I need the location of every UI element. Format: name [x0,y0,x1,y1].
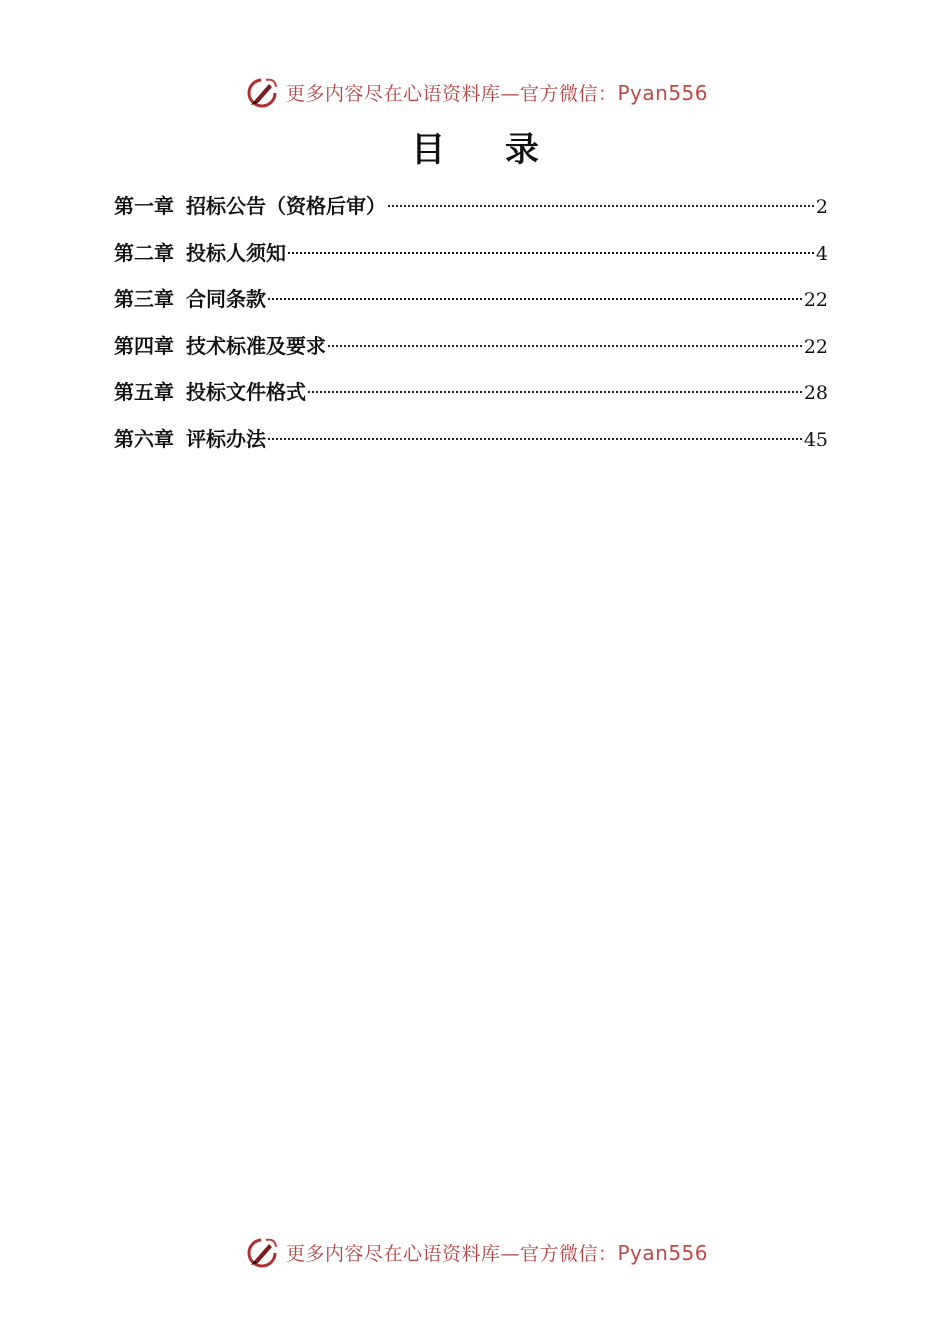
toc-page-number: 22 [803,335,828,358]
toc-leader-dots [268,438,802,440]
toc-title: 合同条款 [186,287,266,312]
toc-leader-dots [388,205,814,207]
toc-chapter-label: 第一章 [114,194,174,218]
footer-watermark [0,1230,950,1274]
toc-leader-dots [288,252,814,254]
toc-title: 投标文件格式 [186,380,306,405]
table-of-contents [114,190,828,470]
toc-chapter-label: 第三章 [114,287,174,312]
toc-page-number: 28 [803,382,828,405]
toc-title: 投标人须知 [186,240,286,265]
toc-leader-dots [268,298,802,300]
toc-title: 技术标准及要求 [186,333,326,358]
toc-leader-dots [328,345,802,347]
pen-nib-logo-icon [242,1232,282,1272]
toc-chapter-label: 第四章 [114,333,174,358]
toc-page-number: 4 [815,242,828,265]
toc-entry-2[interactable] [114,237,828,284]
page-title: 目 录 [411,130,563,170]
toc-page-number: 2 [815,196,828,218]
toc-entry-4[interactable] [114,330,828,377]
watermark-text: 更多内容尽在心语资料库—官方微信：Pyan556 [285,80,709,105]
watermark-text: 更多内容尽在心语资料库—官方微信：Pyan556 [285,1240,709,1265]
toc-entry-5[interactable] [114,376,828,423]
toc-chapter-label: 第二章 [114,240,174,265]
toc-chapter-label: 第五章 [114,380,174,405]
toc-entry-3[interactable] [114,283,828,330]
toc-leader-dots [308,391,802,393]
toc-page-number: 22 [803,289,828,312]
pen-nib-logo-icon [242,72,282,112]
toc-chapter-label: 第六章 [114,426,174,451]
toc-entry-6[interactable] [114,423,828,470]
watermark-brand: Pyan556 [617,1240,709,1265]
toc-title: 评标办法 [186,426,266,451]
toc-entry-1[interactable] [114,190,828,237]
toc-title: 招标公告（资格后审） [186,194,386,218]
header-watermark [0,70,950,114]
toc-page-number: 45 [803,428,828,451]
watermark-brand: Pyan556 [617,80,709,105]
